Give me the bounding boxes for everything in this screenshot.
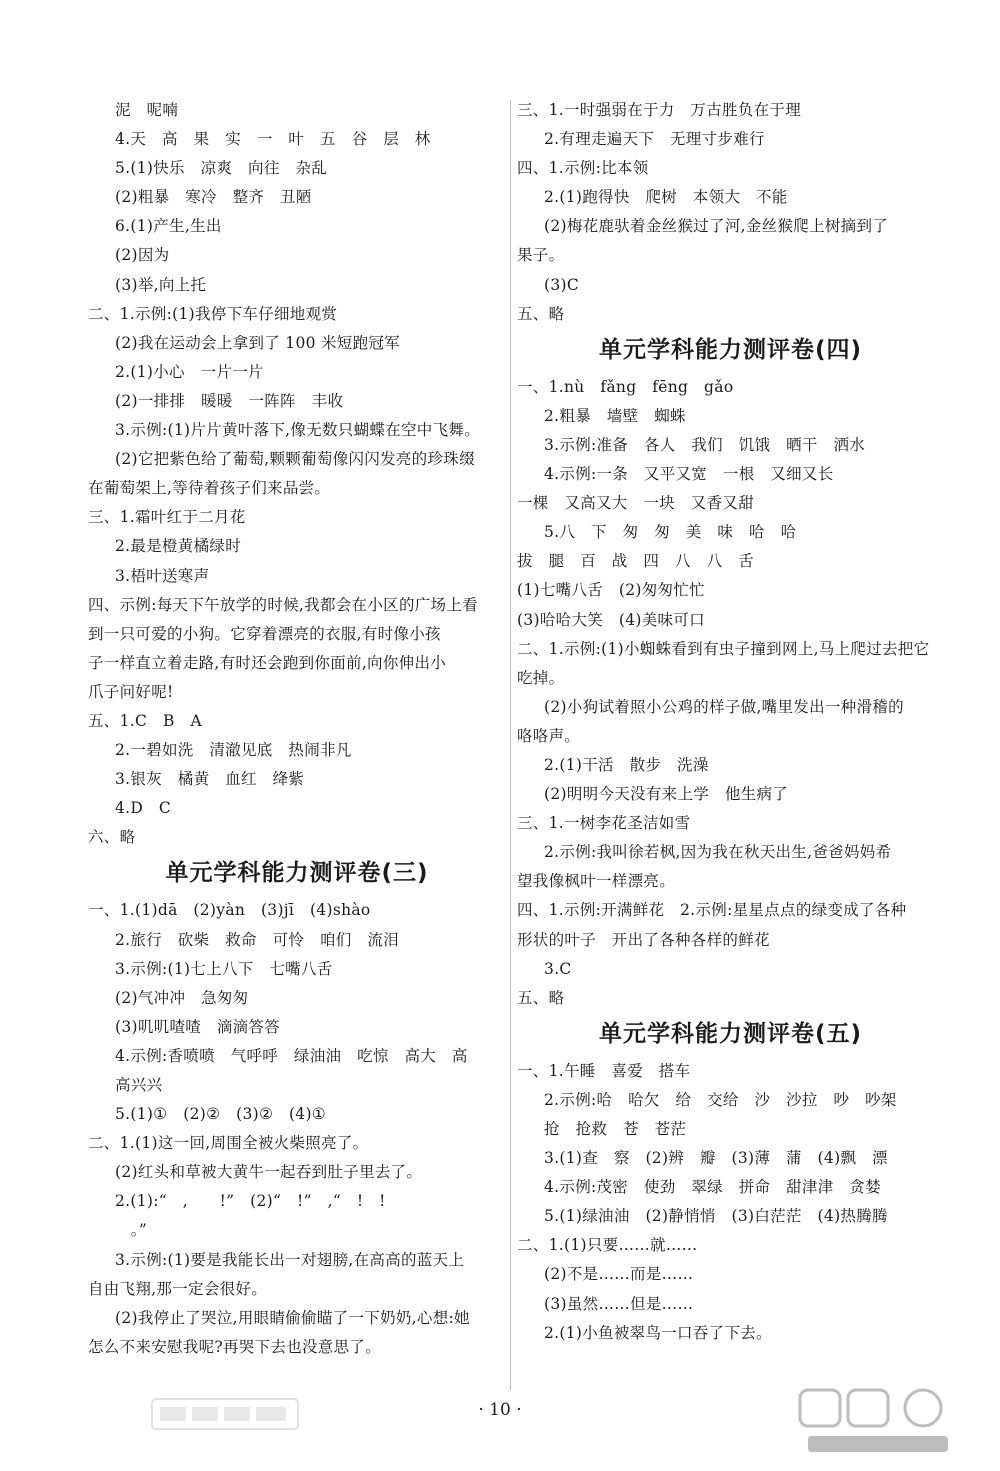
answer-line: 2.一碧如洗 清澈见底 热闹非凡	[115, 741, 352, 760]
answer-line: 到一只可爱的小狗。它穿着漂亮的衣服,有时像小孩	[88, 624, 441, 643]
answer-line: 3.(1)查 察 (2)辨 瓣 (3)薄 蒲 (4)飘 漂	[544, 1149, 888, 1168]
answer-line: (2)明明今天没有来上学 他生病了	[544, 785, 789, 804]
answer-line: 2.有理走遍天下 无理寸步难行	[544, 130, 765, 149]
answer-line: 2.粗暴 墙壁 蜘蛛	[544, 406, 686, 425]
answer-line: 高兴兴	[115, 1076, 163, 1094]
answer-line: 2.(1)干活 散步 洗澡	[544, 755, 709, 774]
answer-line: 5.八 下 匆 匆 美 味 哈 哈	[544, 523, 797, 542]
section-title: 单元学科能力测评卷(三)	[165, 860, 429, 887]
answer-line: 4.示例:一条 又平又宽 一根 又细又长	[544, 465, 834, 484]
answer-line: 3.示例:(1)七上八下 七嘴八舌	[115, 959, 333, 978]
answer-line: 爪子问好呢!	[88, 682, 174, 701]
answer-line: 2.(1)小鱼被翠鸟一口吞了下去。	[544, 1323, 772, 1342]
answer-line: 怎么不来安慰我呢?再哭下去也没意思了。	[88, 1337, 382, 1356]
answer-line: 望我像枫叶一样漂亮。	[517, 872, 676, 891]
answer-line: 一、1.(1)dā (2)yàn (3)jī (4)shào	[88, 901, 371, 920]
answer-line: (2)我在运动会上拿到了 100 米短跑冠军	[115, 333, 400, 352]
answer-line: 果子。	[517, 246, 565, 265]
answer-line: 2.(1)跑得快 爬树 本领大 不能	[544, 188, 788, 207]
answer-line: (3)C	[544, 275, 580, 294]
section-title: 单元学科能力测评卷(四)	[598, 336, 863, 363]
answer-line: (3)举,向上托	[115, 275, 207, 294]
answer-line: 二、1.示例:(1)我停下车仔细地观赏	[88, 304, 338, 323]
answer-line: 吃掉。	[517, 668, 565, 687]
answer-line: (3)哈哈大笑 (4)美味可口	[517, 610, 705, 629]
answer-line: (2)我停止了哭泣,用眼睛偷偷瞄了一下奶奶,心想:她	[115, 1308, 470, 1327]
answer-line: (2)一排排 暖暖 一阵阵 丰收	[115, 391, 344, 410]
answer-line: 二、1.示例:(1)小蜘蛛看到有虫子撞到网上,马上爬过去把它	[517, 639, 930, 658]
answer-line: 5.(1)快乐 凉爽 向往 杂乱	[115, 159, 328, 178]
answer-line: 2.(1)小心 一片一片	[115, 362, 264, 381]
answer-line: 4.示例:香喷喷 气呼呼 绿油油 吃惊 高大 高	[115, 1046, 468, 1065]
answer-line: (2)粗暴 寒冷 整齐 丑陋	[115, 188, 312, 207]
answer-line: (3)叽叽喳喳 滴滴答答	[115, 1017, 281, 1036]
answer-line: 5.(1)绿油油 (2)静悄悄 (3)白茫茫 (4)热腾腾	[544, 1207, 888, 1226]
answer-line: 。”	[115, 1221, 148, 1240]
answer-line: (2)气冲冲 急匆匆	[115, 988, 249, 1007]
answer-line: 五、略	[517, 988, 565, 1007]
column-divider	[510, 100, 511, 1390]
answer-line: 2.示例:哈 哈欠 给 交给 沙 沙拉 吵 吵架	[544, 1090, 897, 1109]
answer-line: 三、1.一树李花圣洁如雪	[517, 814, 691, 833]
answer-line: 4.D C	[115, 799, 172, 818]
answer-line: 五、略	[517, 304, 565, 323]
answer-line: 形状的叶子 开出了各种各样的鲜花	[517, 930, 770, 949]
answer-line: 四、1.示例:比本领	[517, 159, 649, 178]
answer-line: (2)梅花鹿驮着金丝猴过了河,金丝猴爬上树摘到了	[544, 217, 889, 236]
answer-line: (2)红头和草被大黄牛一起吞到肚子里去了。	[115, 1163, 423, 1182]
answer-line: 四、示例:每天下午放学的时候,我都会在小区的广场上看	[88, 595, 478, 614]
answer-line: 二、1.(1)这一回,周围全被火柴照亮了。	[88, 1134, 369, 1153]
answer-line: 三、1.霜叶红于二月花	[88, 508, 246, 527]
answer-line: 三、1.一时强弱在于力 万古胜负在于理	[517, 101, 801, 119]
answer-line: 4.天 高 果 实 一 叶 五 谷 层 林	[115, 130, 431, 149]
answer-line: 3.示例:(1)片片黄叶落下,像无数只蝴蝶在空中飞舞。	[115, 421, 480, 440]
answer-line: 一、1.午睡 喜爱 搭车	[517, 1061, 691, 1080]
answer-line: 拔 腿 百 战 四 八 八 舌	[517, 552, 755, 571]
answer-line: (2)不是……而是……	[544, 1265, 694, 1284]
answer-line: 抢 抢救 苍 苍茫	[544, 1120, 687, 1138]
answer-line: 二、1.(1)只要……就……	[517, 1236, 698, 1255]
page-number: · 10 ·	[478, 1400, 522, 1420]
answer-line: 自由飞翔,那一定会很好。	[88, 1279, 268, 1298]
answer-line: 3.示例:(1)要是我能长出一对翅膀,在高高的蓝天上	[115, 1250, 465, 1269]
answer-line: (2)因为	[115, 246, 170, 265]
answer-line: (2)小狗试着照小公鸡的样子做,嘴里发出一种滑稽的	[544, 697, 904, 716]
right-column	[517, 96, 944, 1348]
answer-line: 四、1.示例:开满鲜花 2.示例:星星点点的绿变成了各种	[517, 901, 907, 920]
answer-line: 六、略	[88, 828, 136, 847]
answer-line: (3)虽然……但是……	[544, 1294, 694, 1313]
answer-line: 在葡萄架上,等待着孩子们来品尝。	[88, 479, 331, 498]
answer-line: 3.C	[544, 959, 572, 978]
answer-line: 2.旅行 砍柴 救命 可怜 咱们 流泪	[115, 930, 399, 949]
answer-line: 一、1.nù fǎng fēng gǎo	[517, 377, 734, 396]
answer-line: 2.示例:我叫徐若枫,因为我在秋天出生,爸爸妈妈希	[544, 843, 892, 862]
answer-line: 五、1.C B A	[88, 711, 202, 730]
answer-line: 子一样直立着走路,有时还会跑到你面前,向你伸出小	[88, 653, 447, 672]
watermark-stamp	[150, 1395, 300, 1433]
answer-line: 2.(1):“ , !” (2)“ !” ,“ ! !	[115, 1192, 386, 1211]
watermark-logo	[798, 1388, 958, 1458]
answer-line: 2.最是橙黄橘绿时	[115, 537, 241, 556]
left-column	[88, 96, 506, 1362]
answer-line: 5.(1)① (2)② (3)② (4)①	[115, 1105, 326, 1124]
answer-line: 一棵 又高又大 一块 又香又甜	[517, 494, 755, 513]
answer-line: 4.示例:茂密 使劲 翠绿 拼命 甜津津 贪婪	[544, 1178, 881, 1197]
answer-line: 泥 呢喃	[115, 101, 179, 119]
section-title: 单元学科能力测评卷(五)	[598, 1020, 863, 1047]
answer-line: (1)七嘴八舌 (2)匆匆忙忙	[517, 581, 705, 600]
answer-line: (2)它把紫色给了葡萄,颗颗葡萄像闪闪发亮的珍珠缀	[115, 450, 475, 469]
answer-line: 3.示例:准备 各人 我们 饥饿 晒干 洒水	[544, 435, 866, 454]
answer-line: 咯咯声。	[517, 726, 581, 745]
answer-line: 3.梧叶送寒声	[115, 566, 210, 585]
answer-line: 6.(1)产生,生出	[115, 217, 222, 236]
answer-line: 3.银灰 橘黄 血红 绛紫	[115, 770, 305, 789]
